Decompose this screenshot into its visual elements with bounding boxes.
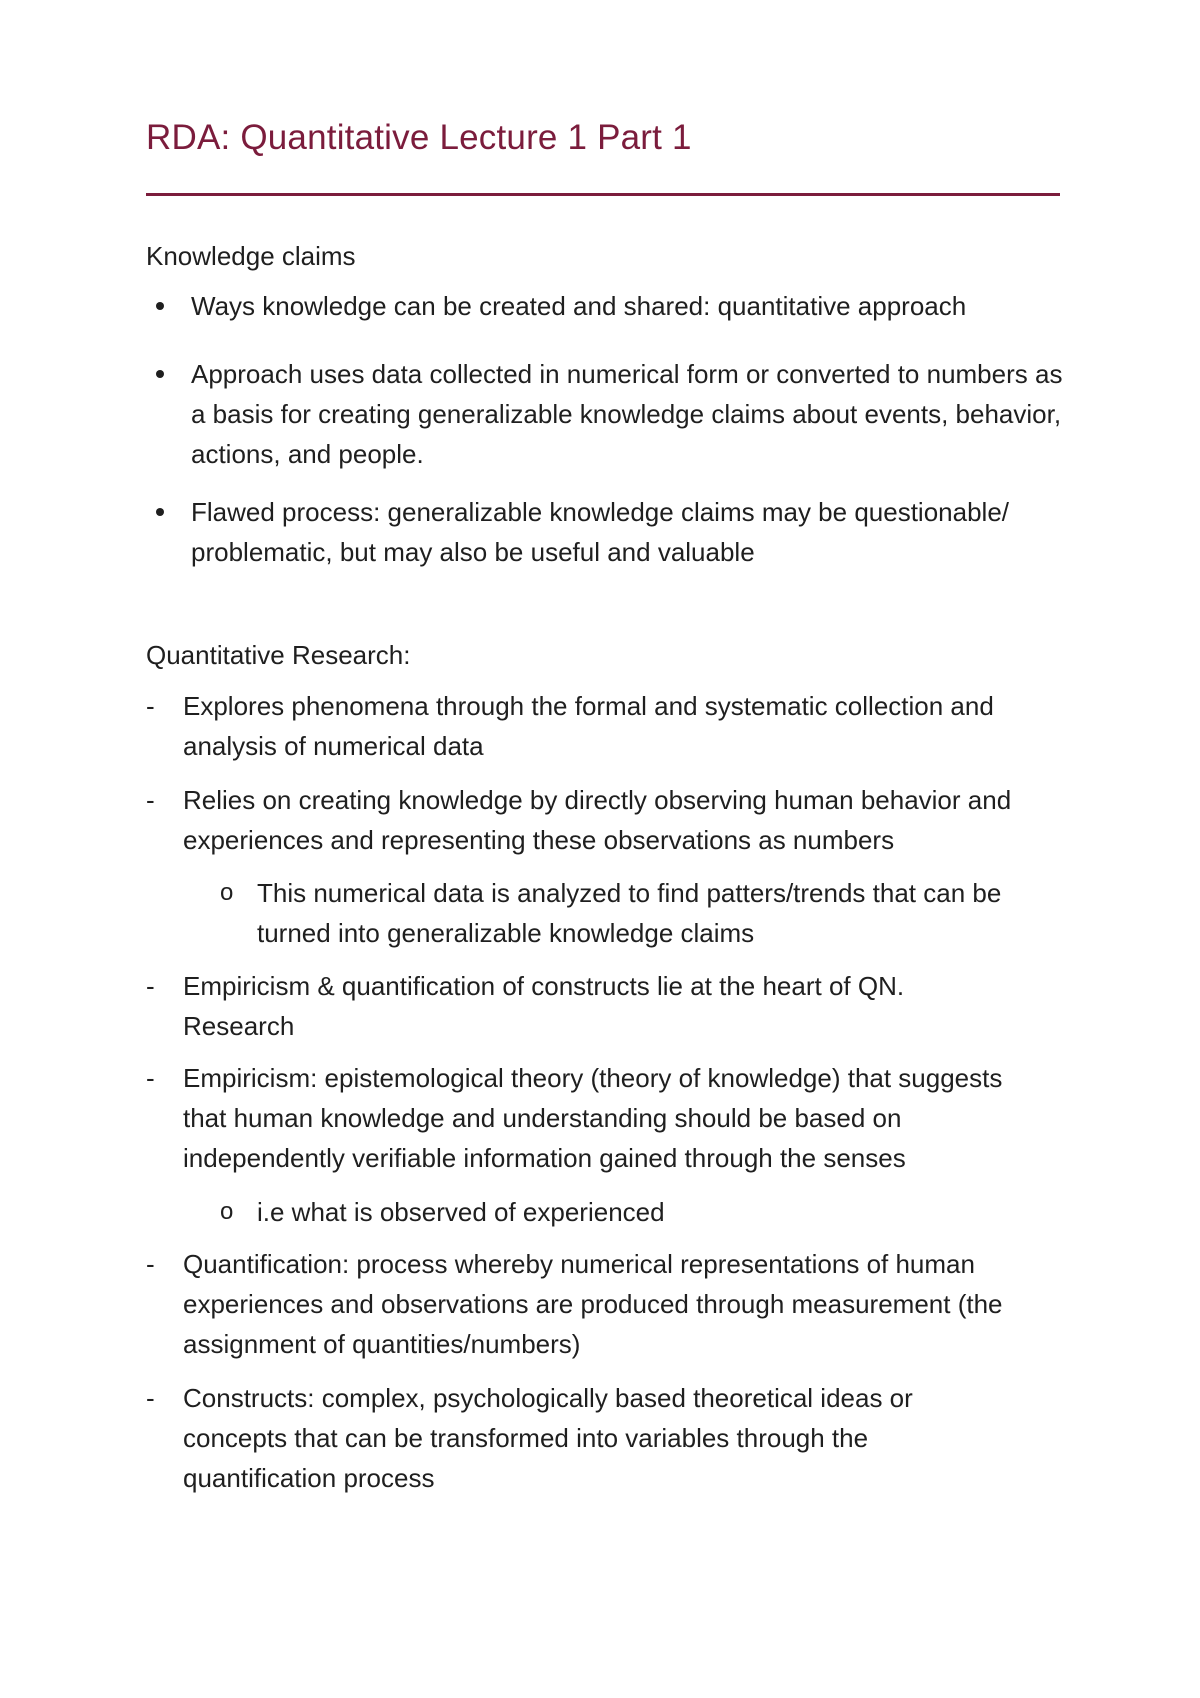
dash-item-text: Explores phenomena through the formal and systematic collection and analysis of numerical data — [183, 691, 994, 761]
bullet-icon — [156, 508, 164, 516]
dash-marker: - — [146, 971, 155, 1001]
sub-bullet-marker: o — [220, 1198, 234, 1225]
bullet-text: Flawed process: generalizable knowledge claims may be questionable/ problematic, but may also be useful and valuable — [191, 497, 1010, 567]
dash-item-text: Relies on creating knowledge by directly observing human behavior and experiences and representing these observations as numbers — [183, 785, 1012, 855]
title-divider — [146, 193, 1060, 196]
dash-item — [146, 1244, 1066, 1364]
sub-item — [220, 1192, 1066, 1232]
dash-item — [146, 686, 1066, 766]
dash-item-text: Empiricism & quantification of constructs lie at the heart of QN. Research — [183, 971, 905, 1041]
document-title: RDA: Quantitative Lecture 1 Part 1 — [146, 118, 692, 157]
dash-item-text: Quantification: process whereby numerical representations of human experiences and observations are produced through measurement (the assignment of quantities/numbers) — [183, 1249, 1003, 1359]
dash-item — [146, 780, 1066, 860]
bullet-item — [146, 492, 1066, 572]
dash-marker: - — [146, 691, 155, 721]
sub-item-text: i.e what is observed of experienced — [257, 1197, 665, 1227]
dash-marker: - — [146, 785, 155, 815]
dash-marker: - — [146, 1063, 155, 1093]
sub-bullet-marker: o — [220, 879, 234, 906]
sub-item-text: This numerical data is analyzed to find patters/trends that can be turned into generalizable knowledge claims — [257, 878, 1002, 948]
bullet-item — [146, 354, 1066, 474]
bullet-icon — [156, 302, 164, 310]
dash-item-text: Constructs: complex, psychologically based theoretical ideas or concepts that can be transformed into variables through the quantification process — [183, 1383, 913, 1493]
bullet-icon — [156, 370, 164, 378]
bullet-item — [146, 286, 1066, 326]
section-heading-knowledge-claims: Knowledge claims — [146, 241, 356, 271]
dash-marker: - — [146, 1249, 155, 1279]
dash-item — [146, 1378, 1066, 1498]
dash-item — [146, 966, 1066, 1046]
dash-item-text: Empiricism: epistemological theory (theory of knowledge) that suggests that human knowledge and understanding should be based on independently verifiable information gained through the senses — [183, 1063, 1003, 1173]
bullet-text: Ways knowledge can be created and shared: quantitative approach — [191, 291, 967, 321]
bullet-text: Approach uses data collected in numerical form or converted to numbers as a basis for creating generalizable knowledge claims about events, behavior, actions, and people. — [191, 359, 1063, 469]
section-heading-quantitative-research: Quantitative Research: — [146, 640, 411, 670]
dash-marker: - — [146, 1383, 155, 1413]
dash-item — [146, 1058, 1066, 1178]
sub-item — [220, 873, 1066, 953]
